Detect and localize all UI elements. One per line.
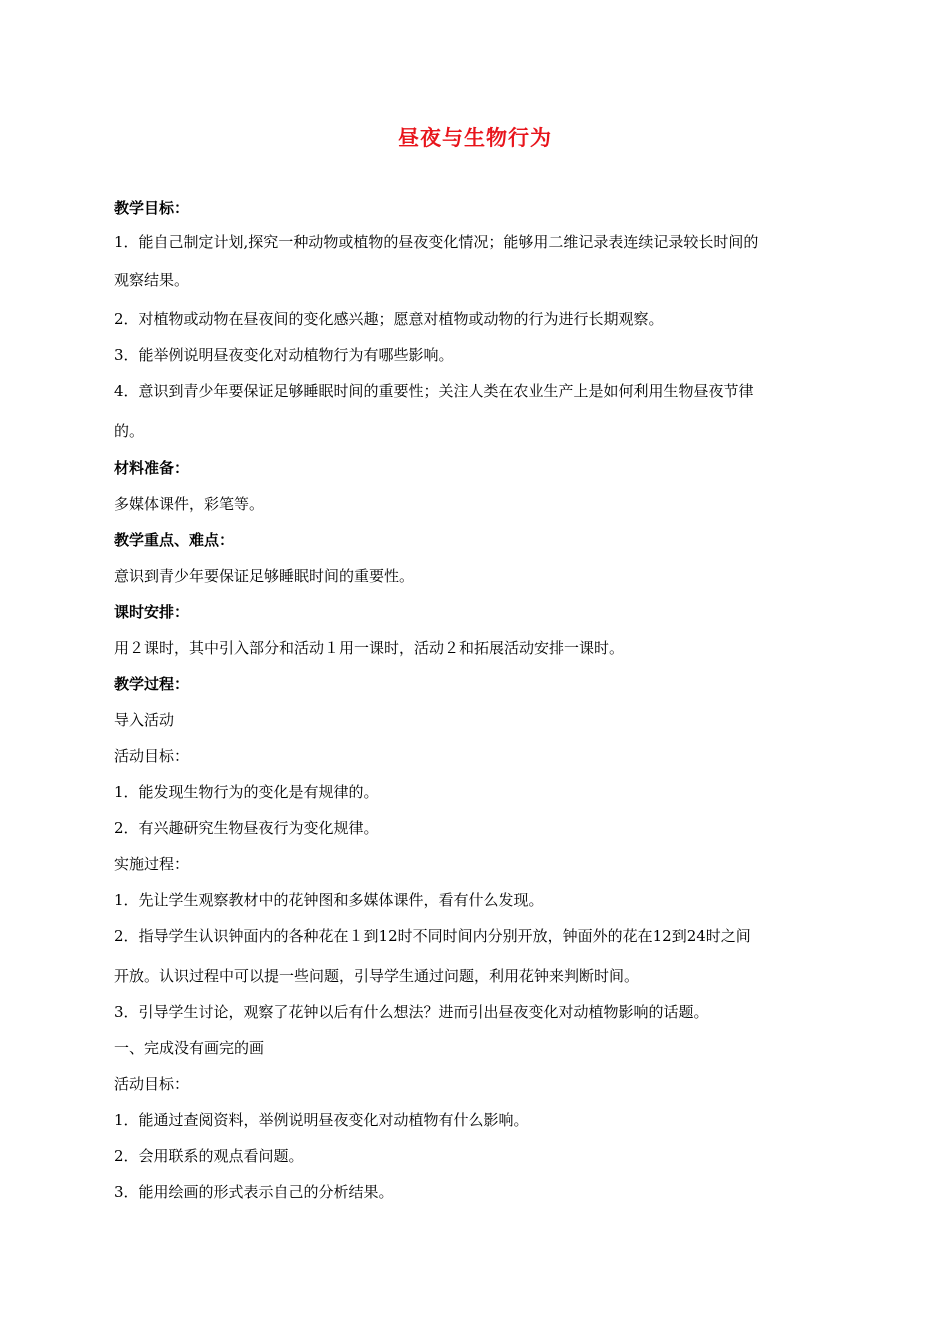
goal-2: 2．对植物或动物在昼夜间的变化感兴趣；愿意对植物或动物的行为进行长期观察。: [114, 310, 664, 328]
page-title: 昼夜与生物行为: [398, 126, 552, 150]
impl-step-3: 3．引导学生讨论，观察了花钟以后有什么想法？进而引出昼夜变化对动植物影响的话题。: [114, 1003, 709, 1021]
goal-1-line-1: 1．能自己制定计划,探究一种动物或植物的昼夜变化情况；能够用二维记录表连续记录较长时间的: [114, 233, 759, 251]
goals-heading: 教学目标：: [114, 199, 190, 217]
activity1-goal-1: 1．能通过查阅资料，举例说明昼夜变化对动植物有什么影响。: [114, 1111, 529, 1129]
implementation-label: 实施过程：: [114, 855, 190, 873]
activity1-goal-2: 2．会用联系的观点看问题。: [114, 1147, 304, 1165]
intro-goal-1: 1．能发现生物行为的变化是有规律的。: [114, 783, 379, 801]
goal-1-line-2: 观察结果。: [114, 271, 190, 289]
impl-step-1: 1．先让学生观察教材中的花钟图和多媒体课件，看有什么发现。: [114, 891, 544, 909]
goal-3: 3．能举例说明昼夜变化对动植物行为有哪些影响。: [114, 346, 454, 364]
schedule-heading: 课时安排：: [114, 603, 190, 621]
intro-goals-label: 活动目标：: [114, 747, 190, 765]
focus-text: 意识到青少年要保证足够睡眠时间的重要性。: [114, 567, 415, 585]
process-heading: 教学过程：: [114, 675, 190, 693]
goal-4-line-2: 的。: [114, 422, 145, 440]
activity1-goals-label: 活动目标：: [114, 1075, 190, 1093]
schedule-text: 用２课时，其中引入部分和活动１用一课时，活动２和拓展活动安排一课时。: [114, 639, 625, 657]
intro-goal-2: 2．有兴趣研究生物昼夜行为变化规律。: [114, 819, 379, 837]
impl-step-2-line-1: 2．指导学生认识钟面内的各种花在１到12时不同时间内分别开放，钟面外的花在12到24时之间: [114, 927, 751, 945]
activity1-title: 一、完成没有画完的画: [114, 1039, 265, 1057]
focus-heading: 教学重点、难点：: [114, 531, 235, 549]
intro-activity-title: 导入活动: [114, 711, 175, 729]
activity1-goal-3: 3．能用绘画的形式表示自己的分析结果。: [114, 1183, 394, 1201]
impl-step-2-line-2: 开放。认识过程中可以提一些问题，引导学生通过问题，利用花钟来判断时间。: [114, 967, 640, 985]
materials-heading: 材料准备：: [114, 459, 190, 477]
goal-4-line-1: 4．意识到青少年要保证足够睡眠时间的重要性；关注人类在农业生产上是如何利用生物昼夜节律: [114, 382, 754, 400]
materials-text: 多媒体课件，彩笔等。: [114, 495, 265, 513]
